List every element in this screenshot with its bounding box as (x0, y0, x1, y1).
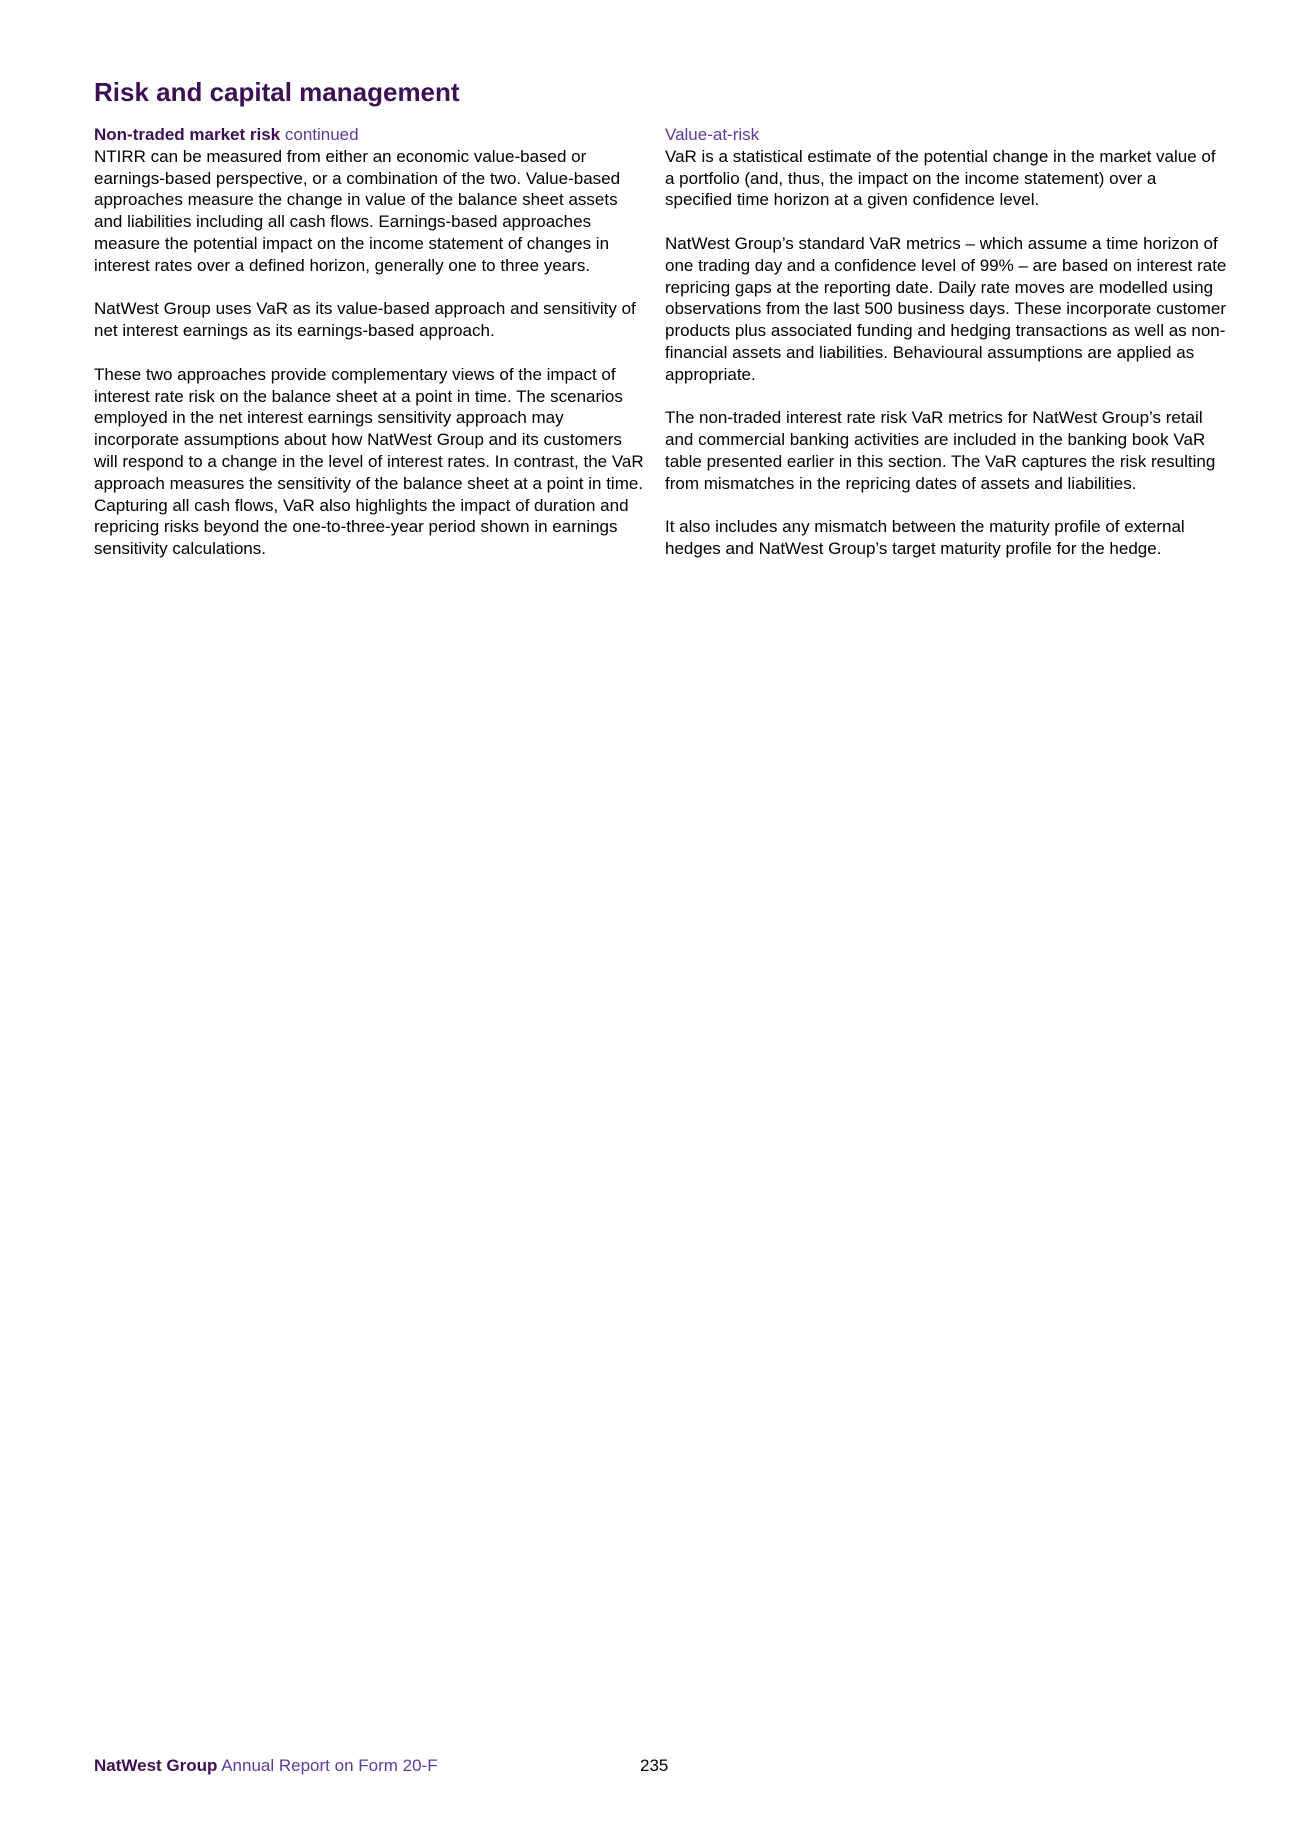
paragraph-var-approach: NatWest Group uses VaR as its value-based approach and sensitivity of net interest earnings as its earnings-based approach. (94, 299, 636, 341)
paragraph-ntirr-measurement: NTIRR can be measured from either an economic value-based or earnings-based perspective, or a combination of the two. Value-based approaches measure the change in value of the balance sheet assets and liabilities including all cash flows. Earnings-based approaches measure the potential impact on the income statement of changes in interest rates over a defined horizon, generally one to three years. (94, 146, 621, 275)
paragraph-non-traded-var-metrics: The non-traded interest rate risk VaR metrics for NatWest Group’s retail and commercial banking activities are included in the banking book VaR table presented earlier in this section. The VaR captures the risk resulting from mismatches in the repricing dates of assets and liabilities. (665, 408, 1216, 493)
section-heading-bold: Non-traded market risk (94, 125, 281, 144)
page-title: Risk and capital management (94, 77, 460, 107)
paragraph-var-definition: VaR is a statistical estimate of the potential change in the market value of a portfolio (and, thus, the impact on the income statement) over a specified time horizon at a given confidence level. (665, 146, 1216, 210)
section-heading-value-at-risk (665, 124, 1227, 146)
paragraph-standard-var-metrics: NatWest Group’s standard VaR metrics – which assume a time horizon of one trading day and a confidence level of 99% – are based on interest rate repricing gaps at the reporting date. Daily rate moves are modelled using observations from the last 500 business days. These incorporate customer products plus associated funding and hedging transactions as well as non-financial assets and liabilities. Behavioural assumptions are applied as appropriate. (665, 233, 1227, 384)
section-heading-continued: continued (284, 125, 359, 144)
footer-report-name: Annual Report on Form 20-F (221, 1756, 438, 1775)
footer-report-label (94, 1755, 438, 1776)
right-column (665, 124, 1227, 582)
paragraph-maturity-mismatch: It also includes any mismatch between the maturity profile of external hedges and NatWest Group’s target maturity profile for the hedge. (665, 517, 1185, 559)
section-heading-non-traded-market-risk (94, 124, 646, 146)
left-column (94, 124, 646, 582)
footer-brand: NatWest Group (94, 1756, 218, 1775)
page-number: 235 (640, 1756, 669, 1775)
paragraph-complementary-views: These two approaches provide complementary views of the impact of interest rate risk on the balance sheet at a point in time. The scenarios employed in the net interest earnings sensitivity approach may incorporate assumptions about how NatWest Group and its customers will respond to a change in the level of interest rates. In contrast, the VaR approach measures the sensitivity of the balance sheet at a point in time. Capturing all cash flows, VaR also highlights the impact of duration and repricing risks beyond the one-to-three-year period shown in earnings sensitivity calculations. (94, 364, 644, 559)
value-at-risk-heading: Value-at-risk (665, 125, 760, 144)
